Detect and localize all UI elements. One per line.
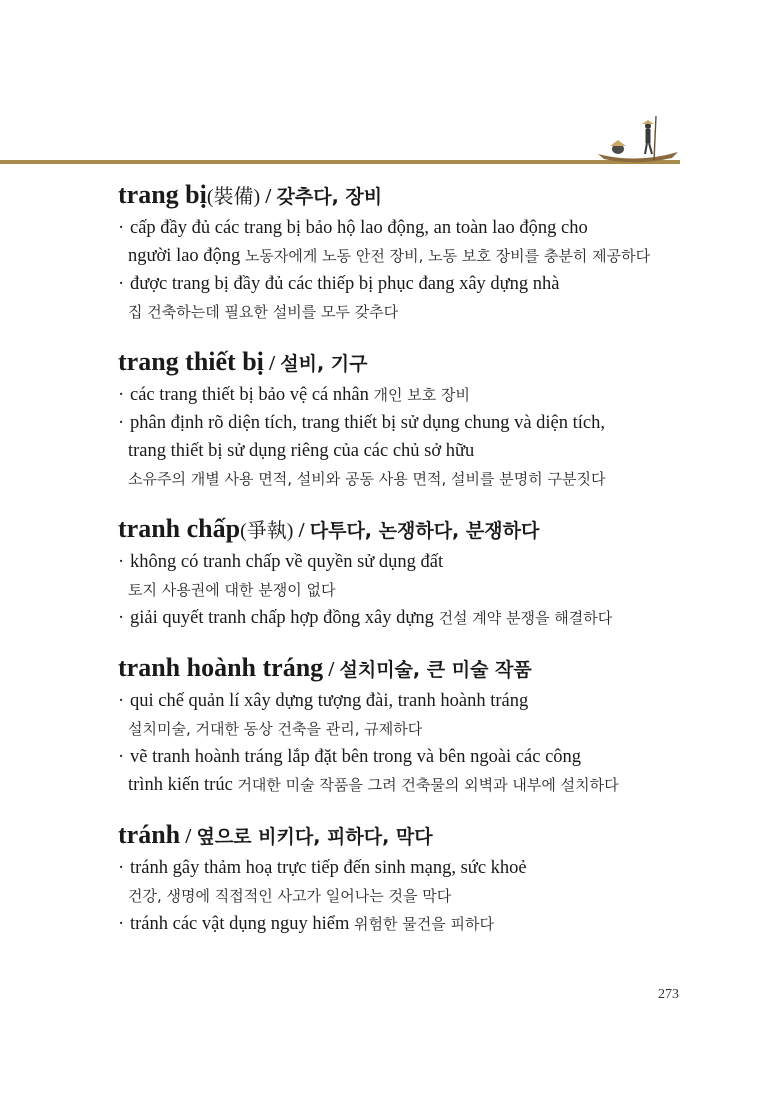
example-line [118, 604, 718, 632]
korean-meaning: 설치미술, 큰 미술 작품 [339, 659, 532, 681]
headword: tranh hoành tráng [118, 653, 324, 682]
hanja: (裝備) [206, 186, 261, 208]
example-vi: các trang thiết bị bảo vệ cá nhân [130, 385, 369, 405]
entry-headline [118, 345, 718, 381]
example-line [118, 465, 718, 493]
bullet: · [118, 413, 125, 433]
page-number: 273 [658, 987, 679, 1002]
bullet: · [118, 218, 125, 238]
example-line [118, 715, 718, 743]
entry-tranh [118, 818, 718, 938]
example-ko: 위험한 물건을 피하다 [354, 915, 494, 933]
separator: / [263, 351, 281, 375]
example-line [118, 910, 718, 938]
example-ko: 건강, 생명에 직접적인 사고가 일어나는 것을 막다 [128, 887, 452, 905]
example-line [118, 242, 718, 270]
entry-tranh-hoanh-trang [118, 651, 718, 799]
example-line [118, 437, 718, 465]
korean-meaning: 다투다, 논쟁하다, 분쟁하다 [309, 520, 540, 542]
bullet: · [118, 274, 125, 294]
example-vi: tránh các vật dụng nguy hiểm [130, 914, 350, 934]
example-ko: 개인 보호 장비 [373, 386, 470, 404]
headword: tránh [118, 820, 181, 849]
boat-illustration-icon [596, 116, 680, 166]
bullet: · [118, 914, 125, 934]
example-vi: vẽ tranh hoành tráng lắp đặt bên trong và bên ngoài các công [130, 747, 582, 767]
example-line [118, 576, 718, 604]
bullet: · [118, 385, 125, 405]
korean-meaning: 갖추다, 장비 [276, 186, 383, 208]
bullet: · [118, 858, 125, 878]
example-vi: tránh gây thảm hoạ trực tiếp đến sinh mạng, sức khoẻ [130, 858, 527, 878]
example-ko: 토지 사용권에 대한 분쟁이 없다 [128, 581, 336, 599]
example-line [118, 298, 718, 326]
separator: / [180, 824, 197, 848]
header-rule [0, 160, 680, 164]
example-vi: cấp đầy đủ các trang bị bảo hộ lao động, an toàn lao động cho [130, 218, 588, 238]
example-vi: giải quyết tranh chấp hợp đồng xây dựng [130, 608, 434, 628]
example-line [118, 548, 718, 576]
headword: trang bị [118, 180, 207, 209]
entry-headline [118, 818, 718, 854]
dictionary-entries [118, 178, 718, 957]
example-vi: được trang bị đầy đủ các thiếp bị phục đang xây dựng nhà [130, 274, 560, 294]
entry-tranh-chap [118, 512, 718, 632]
example-ko: 노동자에게 노동 안전 장비, 노동 보호 장비를 충분히 제공하다 [244, 247, 651, 265]
entry-trang-thiet-bi [118, 345, 718, 493]
bullet: · [118, 747, 125, 767]
example-vi: trình kiến trúc [128, 775, 233, 795]
example-line [118, 771, 718, 799]
separator: / [323, 657, 340, 681]
example-line [118, 409, 718, 437]
entry-headline [118, 512, 718, 548]
hanja: (爭執) [240, 520, 294, 542]
example-vi: phân định rõ diện tích, trang thiết bị sử dụng chung và diện tích, [130, 413, 606, 433]
example-line [118, 214, 718, 242]
example-ko: 소유주의 개별 사용 면적, 설비와 공동 사용 면적, 설비를 분명히 구분짓다 [128, 470, 606, 488]
entry-headline [118, 651, 718, 687]
example-vi: người lao động [128, 246, 241, 266]
example-line [118, 270, 718, 298]
bullet: · [118, 552, 125, 572]
korean-meaning: 설비, 기구 [280, 353, 368, 375]
bullet: · [118, 691, 125, 711]
separator: / [293, 518, 310, 542]
headword: tranh chấp [118, 514, 241, 543]
example-line [118, 381, 718, 409]
example-line [118, 687, 718, 715]
example-ko: 건설 계약 분쟁을 해결하다 [438, 609, 613, 627]
entry-headline [118, 178, 718, 214]
korean-meaning: 옆으로 비키다, 피하다, 막다 [196, 826, 433, 848]
entry-trang-bi [118, 178, 718, 326]
example-line [118, 882, 718, 910]
example-ko: 거대한 미술 작품을 그려 건축물의 외벽과 내부에 설치하다 [237, 776, 619, 794]
example-vi: trang thiết bị sử dụng riêng của các chủ sở hữu [128, 441, 475, 461]
example-ko: 집 건축하는데 필요한 설비를 모두 갖추다 [128, 303, 399, 321]
bullet: · [118, 608, 125, 628]
separator: / [260, 184, 277, 208]
example-line [118, 743, 718, 771]
example-line [118, 854, 718, 882]
example-vi: không có tranh chấp về quyền sử dụng đất [130, 552, 444, 572]
example-ko: 설치미술, 거대한 동상 건축을 관리, 규제하다 [128, 720, 423, 738]
example-vi: qui chế quản lí xây dựng tượng đài, tranh hoành tráng [130, 691, 529, 711]
headword: trang thiết bị [118, 347, 264, 376]
